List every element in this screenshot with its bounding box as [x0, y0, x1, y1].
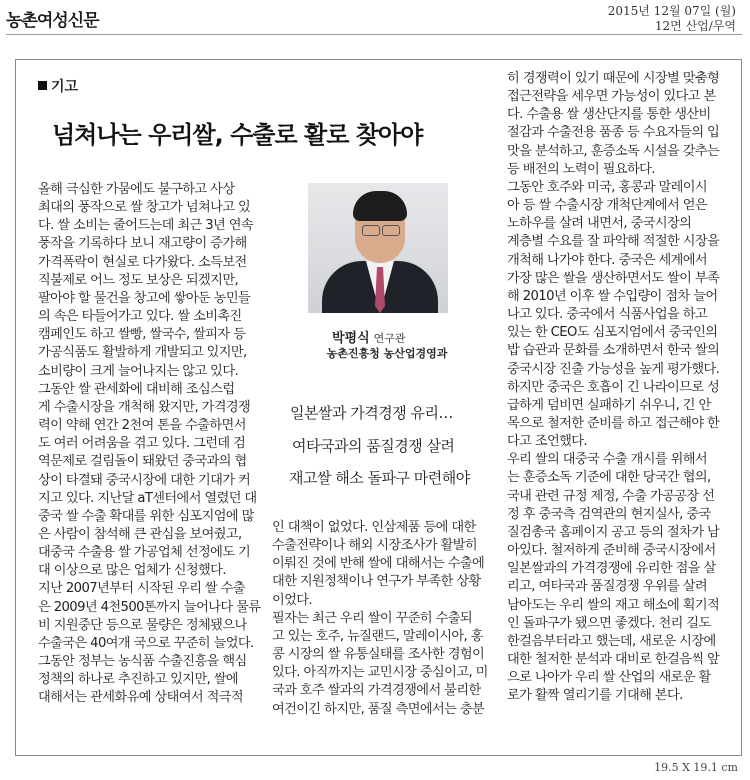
article-text-line: 팔아야 할 물건을 창고에 쌓아둔 농민들: [38, 290, 251, 306]
article-text-line: 국과 호주 쌀과의 가격경쟁에서 불리한: [272, 683, 481, 699]
article-text-line: 노하우를 살려 내면서, 중국시장의: [507, 216, 692, 232]
article-text-line: 히 경쟁력이 있기 때문에 시장별 맞춤형: [507, 71, 720, 86]
article-text-line: 정 후 중국측 검역관의 현지실사, 중국: [507, 506, 711, 522]
article-text-line: 아 등 쌀 수출시장 개척단계에서 얻은: [507, 198, 708, 214]
article-text-line: 대중국 수출용 쌀 가공업체 선정에도 기: [38, 545, 251, 561]
article-text-line: 중국시장 진출 가능성을 높게 평가했다.: [507, 361, 720, 377]
article-headline: 넘쳐나는 우리쌀, 수출로 활로 찾아야: [52, 121, 423, 149]
subheadline-1: 일본쌀과 가격경쟁 유리…: [290, 404, 453, 422]
section-label-text: 기고: [51, 79, 79, 95]
article-text-line: 급하게 덤비면 실패하기 쉬우니, 긴 안: [507, 397, 711, 413]
article-text-line: 상이 타결돼 중국시장에 대한 기대가 커: [38, 472, 251, 488]
author-photo: [308, 183, 448, 313]
article-text-line: 개척해 나가야 한다. 중국은 세계에서: [507, 252, 708, 268]
top-divider: [6, 34, 742, 35]
article-text-line: 인 대책이 없었다. 인삼제품 등에 대한: [272, 520, 476, 535]
author-affiliation: 농촌진흥청 농산업경영과: [326, 347, 448, 360]
article-text-line: 는 훈증소독 기준에 대한 당국간 협의,: [507, 470, 711, 486]
article-text-line: 수출국은 40여개 국으로 꾸준히 늘었다.: [38, 635, 254, 651]
article-text-line: 대 이상으로 많은 업체가 신청했다.: [38, 563, 226, 579]
author-byline: [332, 327, 406, 346]
article-text-line: 접근전략을 세우면 가능성이 있다고 본: [507, 89, 716, 105]
subheadline-2: 여타국과의 품질경쟁 살려: [292, 437, 455, 455]
article-text-line: 올해 극심한 가뭄에도 불구하고 사상: [38, 182, 235, 197]
article-text-line: 아있다. 철저하게 준비해 중국시장에서: [507, 543, 716, 559]
article-text-line: 로가 활짝 열리기를 기대해 본다.: [507, 688, 683, 704]
article-text-line: 그동안 정부는 농식품 수출진흥을 핵심: [38, 654, 247, 670]
article-text-line: 가장 많은 쌀을 생산하면서도 쌀이 부족: [507, 270, 720, 286]
author-role: 연구관: [373, 332, 406, 345]
article-text-line: 역문제로 걸림돌이 돼왔던 중국과의 협: [38, 454, 247, 470]
article-text-line: 의 속은 타들어가고 있다. 쌀 소비촉진: [38, 309, 242, 325]
article-text-line: 여건이긴 하지만, 품질 측면에서는 충분: [272, 701, 485, 717]
author-name: 박평식: [332, 331, 370, 346]
article-text-line: 다고 조언했다.: [507, 434, 588, 450]
article-text-line: 다. 쌀 소비는 줄어드는데 최근 3년 연속: [38, 218, 254, 234]
article-text-line: 국내 관련 규정 제정, 수출 가공공장 선: [507, 488, 715, 504]
article-text-line: 나고 있다. 중국에서 식품사업을 하고: [507, 307, 708, 323]
article-text-line: 지고 있다. 지난달 aT센터에서 열렸던 대: [38, 490, 257, 506]
article-text-line: 수출전략이나 해외 시장조사가 활발히: [272, 538, 478, 554]
article-text-line: 그동안 쌀 관세화에 대비해 조심스럽: [38, 381, 235, 397]
article-text-line: 일본쌀과의 가격경쟁에 유리한 점을 살: [507, 561, 716, 577]
article-text-line: 해 2010년 이후 쌀 수입량이 점차 늘어: [507, 288, 718, 304]
article-column-1: [38, 181, 268, 708]
article-text-line: 대한 지원정책이나 연구가 부족한 상황: [272, 574, 481, 590]
article-text-line: 도 여러 어려움을 겪고 있다. 그런데 검: [38, 436, 246, 452]
article-text-line: 콩 시장의 쌀 유통실태를 조사한 경험이: [272, 647, 485, 663]
square-bullet-icon: [38, 81, 47, 90]
article-text-line: 풍작을 기록하다 보니 재고량이 증가해: [38, 236, 247, 252]
article-text-line: 지난 2007년부터 시작된 우리 쌀 수출: [38, 581, 245, 597]
article-text-line: 중국 쌀 수출 확대를 위한 심포지엄에 많: [38, 508, 254, 524]
article-text-line: 있는 한 CEO도 심포지엄에서 중국인의: [507, 325, 718, 341]
article-text-line: 최대의 풍작으로 쌀 창고가 넘쳐나고 있: [38, 200, 251, 216]
article-text-line: 대해서는 관세화유예 상태여서 적극적: [38, 690, 244, 706]
article-text-line: 고 있는 호주, 뉴질랜드, 말레이시아, 홍: [272, 628, 483, 644]
article-text-line: 한걸음부터라고 했는데, 새로운 시장에: [507, 633, 716, 649]
article-text-line: 력이 약해 연간 2천여 톤을 수출하면서: [38, 418, 246, 434]
article-text-line: 절감과 수출전용 품종 등 수요자들의 입: [507, 125, 720, 141]
article-text-line: 필자는 최근 우리 쌀이 꾸준히 수출되: [272, 610, 473, 626]
article-text-line: 직불제로 어느 정도 보상은 되겠지만,: [38, 272, 239, 288]
article-text-line: 이뤄진 것에 반해 쌀에 대해서는 수출에: [272, 556, 485, 572]
article-text-line: 소비량이 크게 늘어나지는 않고 있다.: [38, 363, 239, 379]
article-text-line: 맛을 분석하고, 훈증소독 시설을 갖추는: [507, 143, 720, 159]
article-text-line: 그동안 호주와 미국, 홍콩과 말레이시: [507, 179, 708, 195]
article-column-2: [272, 519, 496, 719]
section-label: [38, 76, 78, 96]
article-text-line: 등 배전의 노력이 필요하다.: [507, 161, 655, 177]
article-column-3: [507, 70, 733, 705]
article-size-note: 19.5 X 19.1 cm: [654, 761, 738, 774]
article-text-line: 가격폭락이 현실로 다가왔다. 소득보전: [38, 254, 247, 270]
newspaper-masthead: 농촌여성신문: [6, 11, 99, 31]
article-text-line: 정책의 하나로 추진하고 있지만, 쌀에: [38, 672, 239, 688]
article-text-line: 은 2009년 4천500톤까지 늘어나다 물류: [38, 599, 261, 615]
publication-info: [608, 4, 736, 34]
subheadline-3: 재고쌀 해소 돌파구 마련해야: [289, 469, 470, 487]
article-text-line: 게 수출시장을 개척해 왔지만, 가격경쟁: [38, 399, 251, 415]
article-text-line: 가공식품도 활발하게 개발되고 있지만,: [38, 345, 247, 361]
article-text-line: 이었다.: [272, 592, 313, 608]
article-text-line: 다. 수출용 쌀 생산단지를 통한 생산비: [507, 107, 711, 123]
article-text-line: 하지만 중국은 호흡이 긴 나라이므로 성: [507, 379, 720, 395]
article-text-line: 질검총국 홈페이지 공고 등의 절차가 남: [507, 524, 720, 540]
article-text-line: 있다. 아직까지는 교민시장 중심이고, 미: [272, 665, 488, 681]
page-section: 12면 산업/무역: [654, 19, 736, 33]
article-text-line: 대한 철저한 분석과 대비로 한걸음씩 앞: [507, 652, 720, 667]
article-text-line: 우리 쌀의 대중국 수출 개시를 위해서: [507, 452, 708, 468]
article-text-line: 은 사람이 참석해 큰 관심을 보여줬고,: [38, 526, 242, 542]
article-text-line: 리고, 여타국과 품질경쟁 우위를 살려: [507, 579, 708, 595]
article-text-line: 목으로 철저한 준비를 하고 접근해야 한: [507, 415, 720, 431]
article-text-line: 인 돌파구가 됐으면 좋겠다. 천리 길도: [507, 615, 711, 631]
article-text-line: 계층별 수요를 잘 파악해 적절한 시장을: [507, 234, 720, 250]
article-text-line: 밥 습관과 문화를 소개하면서 한국 쌀의: [507, 343, 720, 359]
publication-date: 2015년 12월 07일 (월): [607, 4, 736, 18]
article-text-line: 으로 나아가 우리 쌀 산업의 새로운 활: [507, 670, 711, 686]
article-text-line: 캠페인도 하고 쌀빵, 쌀국수, 쌀피자 등: [38, 327, 246, 343]
article-text-line: 비 지원중단 등으로 물량은 정체됐으나: [38, 617, 247, 633]
article-text-line: 남아도는 우리 쌀의 재고 해소에 획기적: [507, 597, 720, 613]
